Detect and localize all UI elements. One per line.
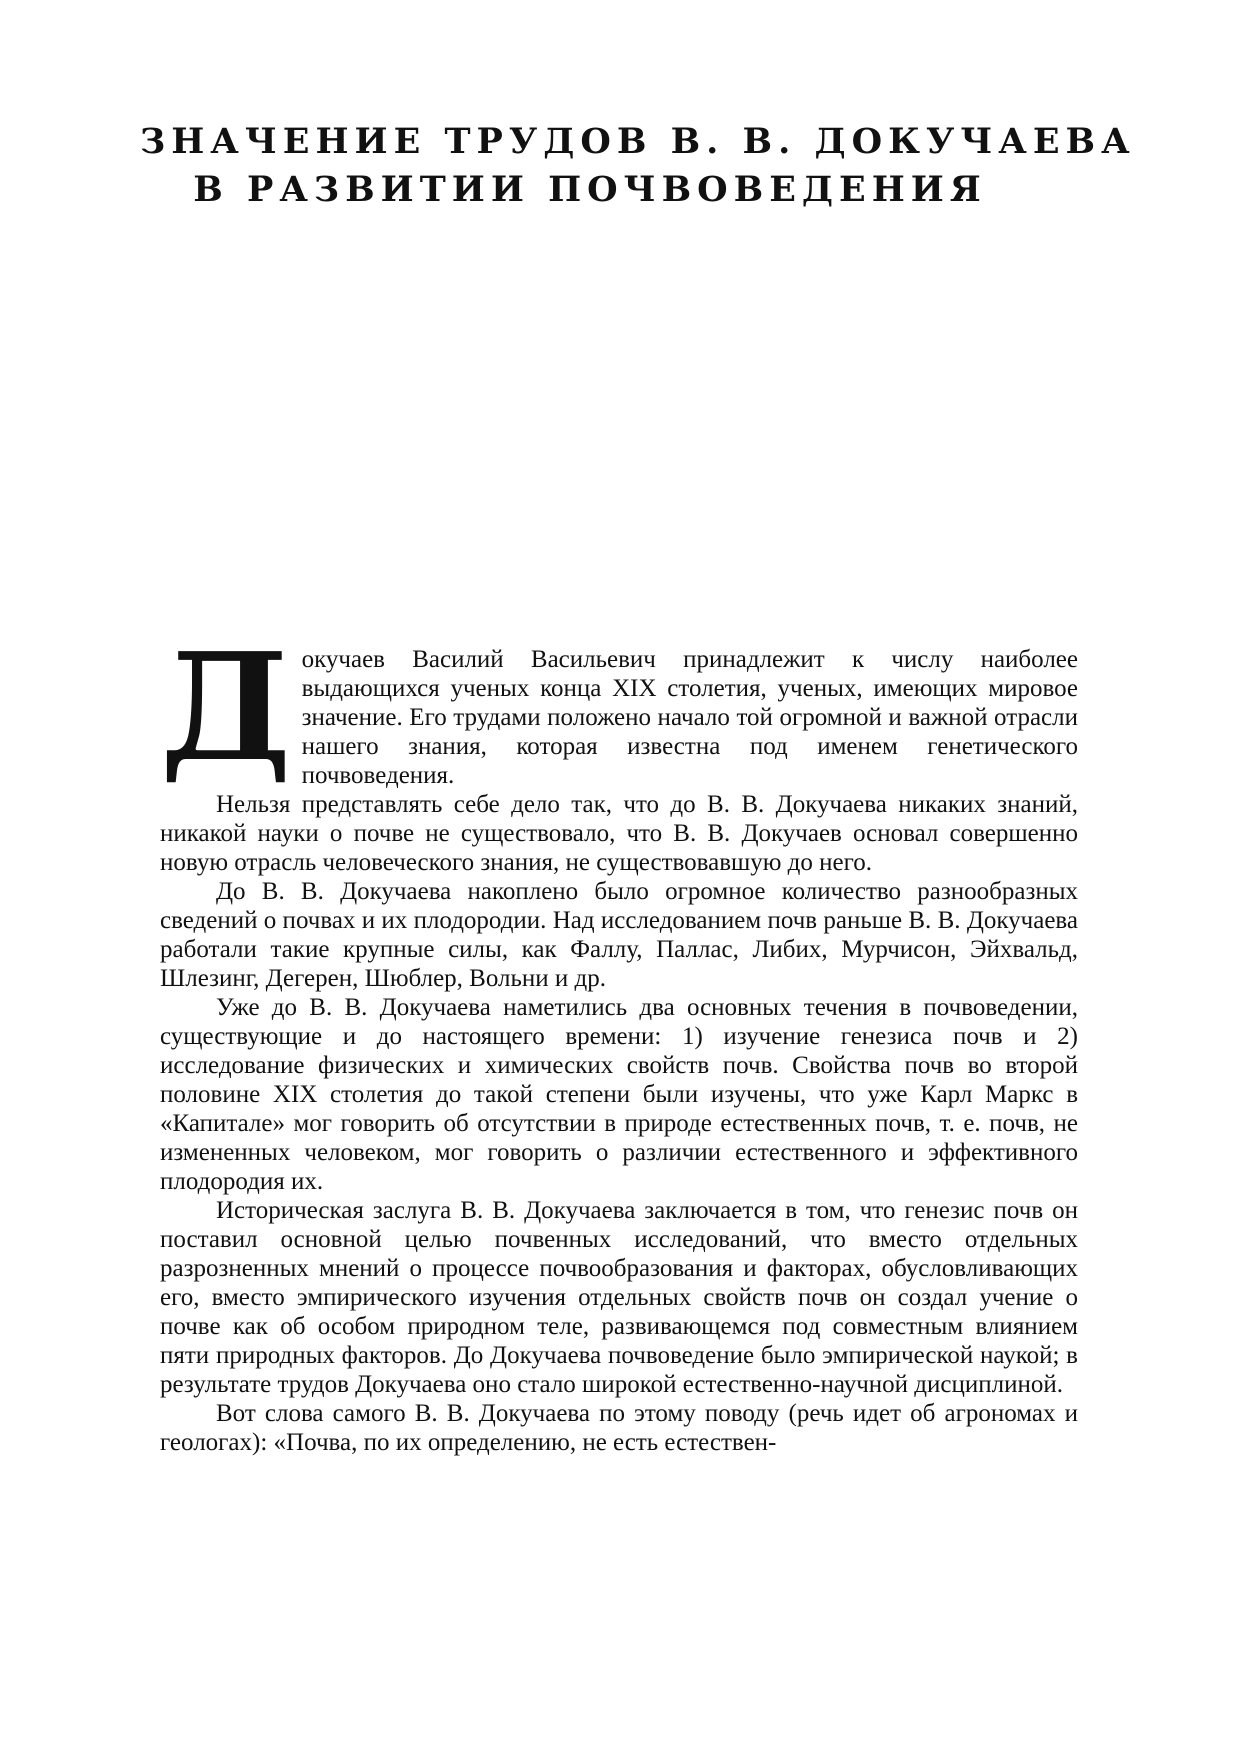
- title-line-2: В РАЗВИТИИ ПОЧВОВЕДЕНИЯ: [193, 169, 987, 210]
- paragraph-5: Историческая заслуга В. В. Докучаева заключается в том, что генезис почв он поставил основной целью почвенных исследований, что вместо отдельных разрозненных мнений о процессе почвообразования и факторах, обусловливающих его, вместо эмпирического изучения отдельных свойств почв он создал учение о почве как об особом природном теле, развивающемся под совместным влиянием пяти природных факторов. До Докучаева почвоведение было эмпирической наукой; в результате трудов Докучаева оно стало широкой естественно-научной дисциплиной.: [160, 1197, 1078, 1398]
- article-body: [160, 620, 1078, 1457]
- drop-cap-letter: Д: [160, 620, 292, 794]
- paragraph-1-text: окучаев Василий Васильевич принадлежит к числу наиболее выдающихся ученых конца XIX столетия, ученых, имеющих мировое значение. Его трудами положено начало той огромной и важной отрасли нашего знания, которая известна под именем генетического почвоведения.: [301, 646, 1078, 789]
- paragraph-1: [160, 620, 1078, 794]
- chapter-title: [140, 118, 1136, 214]
- paragraph-2: Нельзя представлять себе дело так, что до В. В. Докучаева никаких знаний, никакой науки о почве не существовало, что В. В. Докучаев основал совершенно новую отрасль человеческого знания, не существовавшую до него.: [160, 791, 1078, 876]
- paragraph-3: До В. В. Докучаева накоплено было огромное количество разнообразных сведений о почвах и их плодородии. Над исследованием почв раньше В. В. Докучаева работали такие крупные силы, как Фаллу, Паллас, Либих, Мурчисон, Эйхвальд, Шлезинг, Дегерен, Шюблер, Вольни и др.: [160, 878, 1078, 992]
- title-line-1: ЗНАЧЕНИЕ ТРУДОВ В. В. ДОКУЧАЕВА: [140, 121, 1136, 162]
- paragraph-6: Вот слова самого В. В. Докучаева по этому поводу (речь идет об агрономах и геологах): «Почва, по их определению, не есть естествен-: [160, 1400, 1078, 1456]
- paragraph-4: Уже до В. В. Докучаева наметились два основных течения в почвоведении, существующие и до настоящего времени: 1) изучение генезиса почв и 2) исследование физических и химических свойств почв. Свойства почв во второй половине XIX столетия до такой степени были изучены, что уже Карл Маркс в «Капитале» мог говорить об отсутствии в природе естественных почв, т. е. почв, не измененных человеком, мог говорить о различии естественного и эффективного плодородия их.: [160, 994, 1078, 1195]
